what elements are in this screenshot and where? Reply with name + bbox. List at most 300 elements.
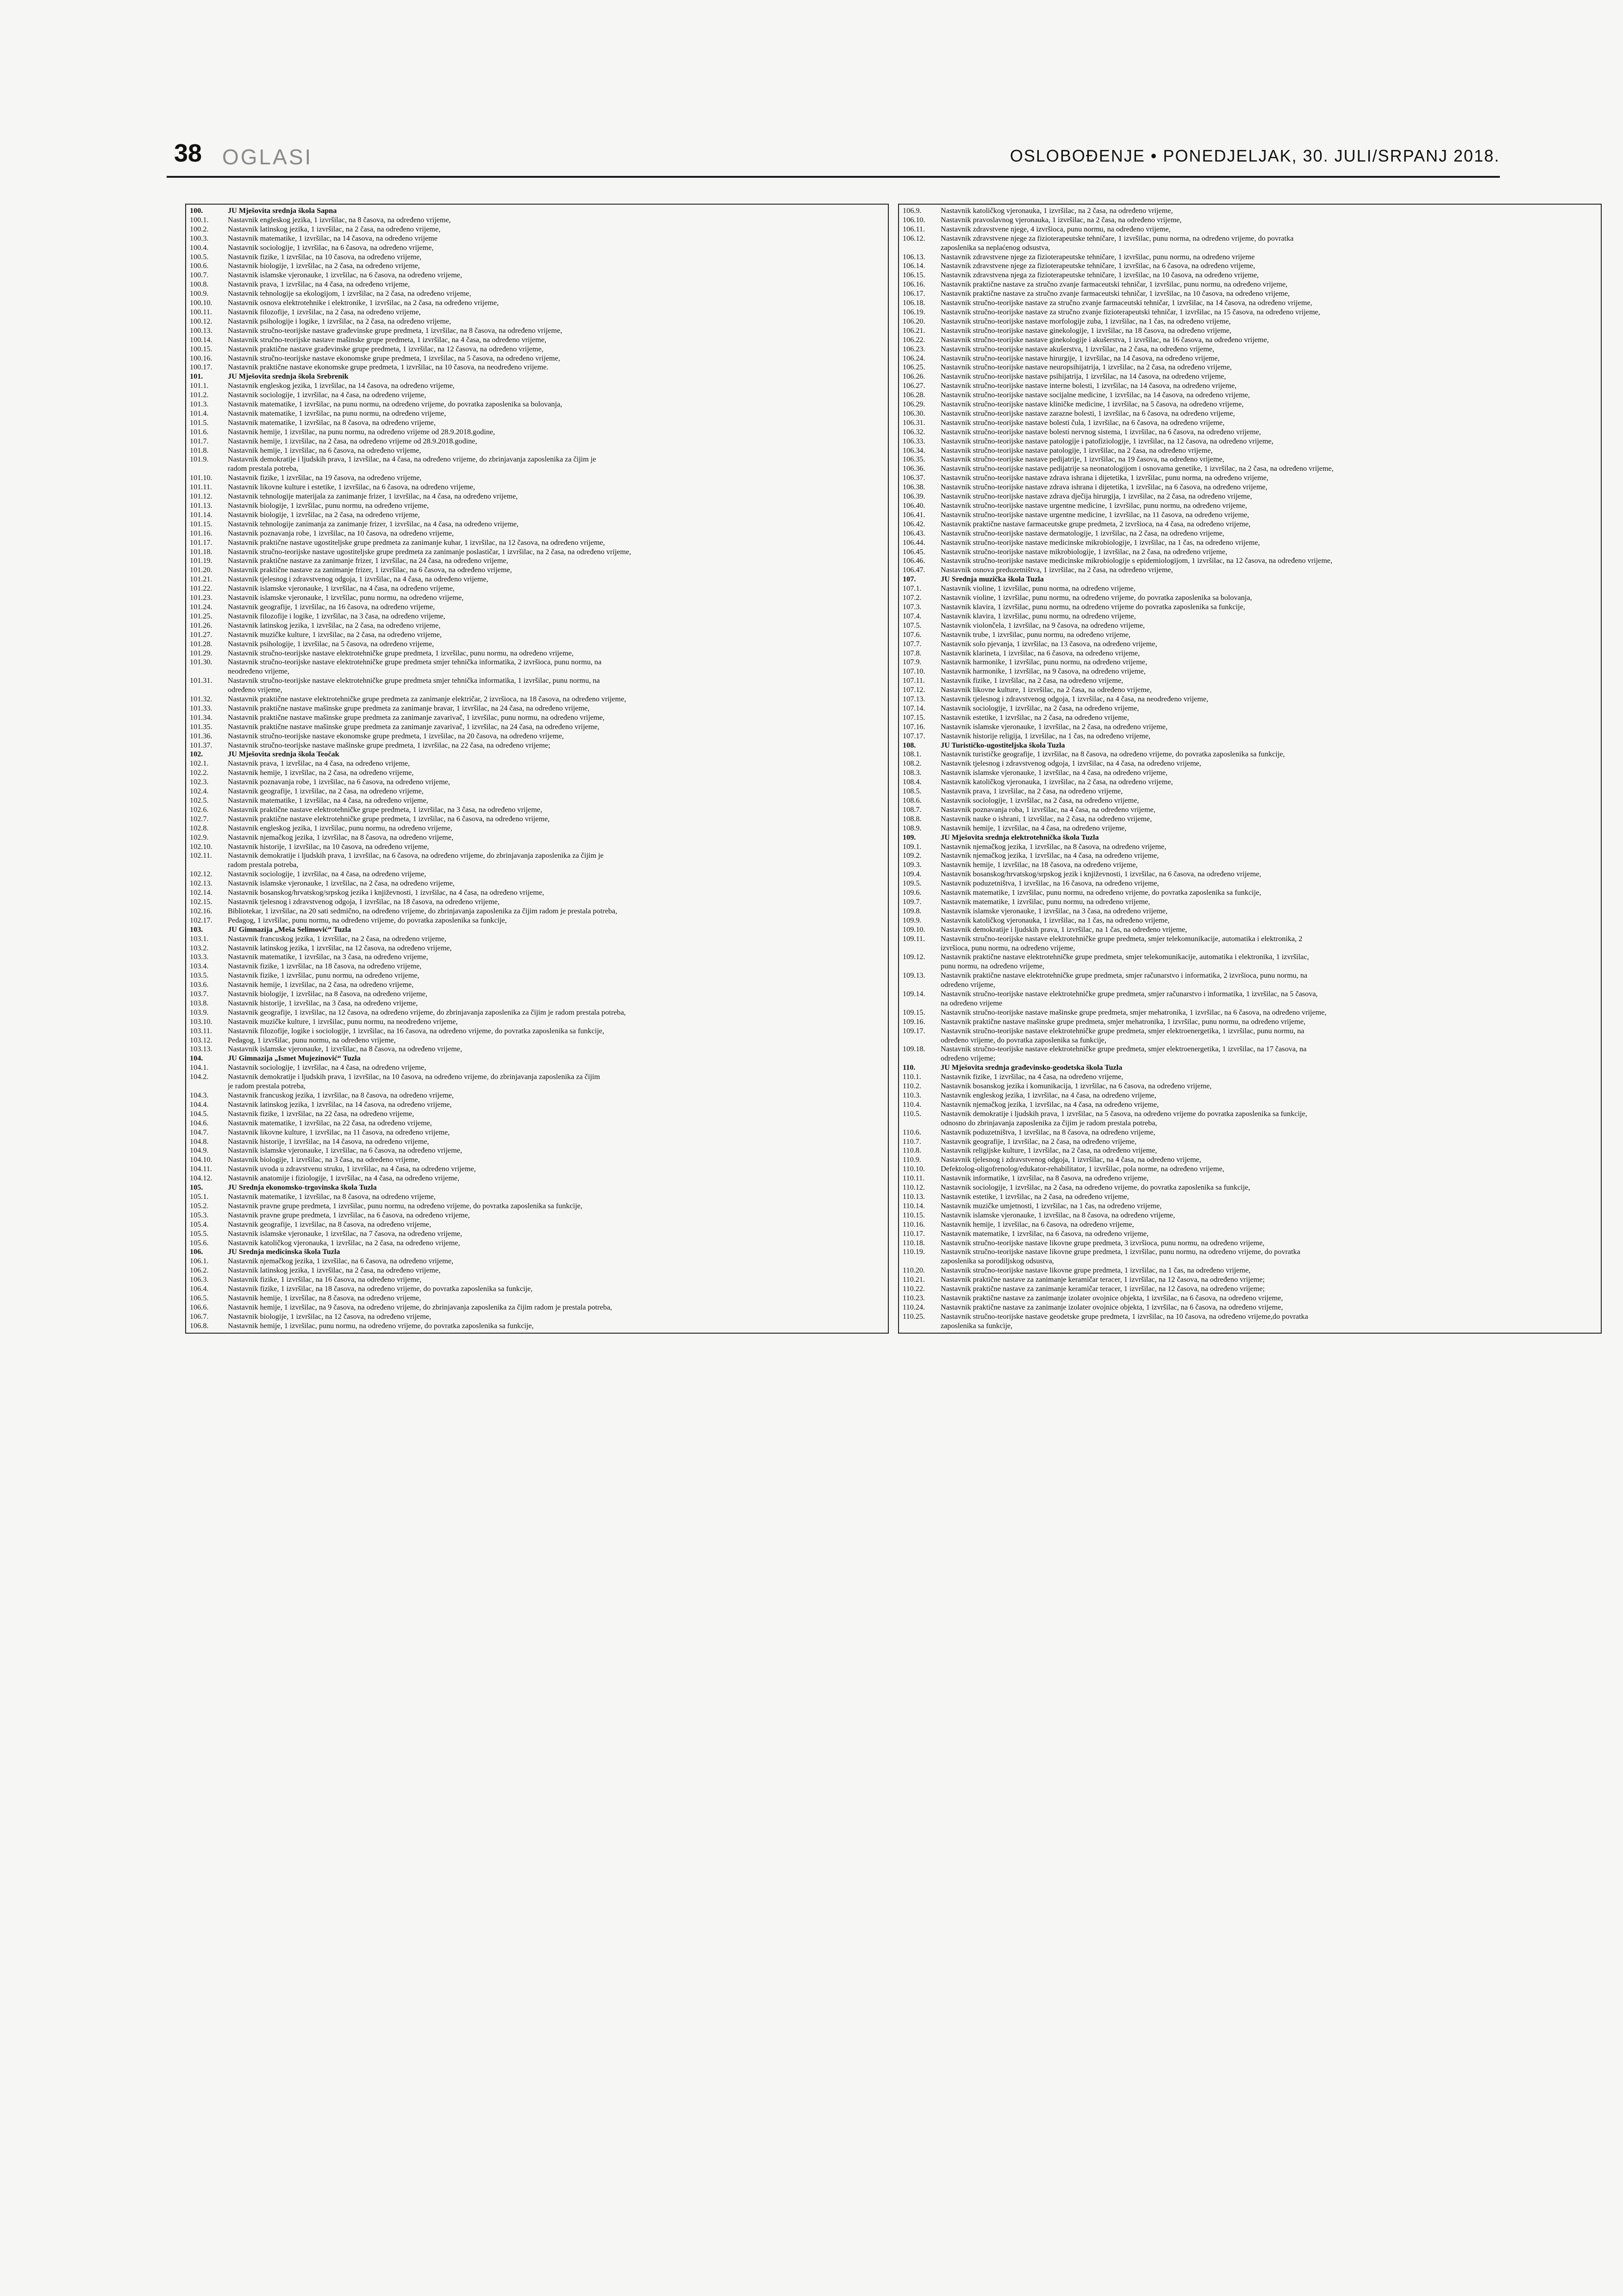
job-listing-row xyxy=(903,464,1597,474)
listing-text: zaposlenika sa neplaćenog odsustva, xyxy=(941,243,1050,252)
job-listing-row xyxy=(190,907,884,916)
listing-text: Nastavnik muzičke kulture, 1 izvršilac, na 2 časa, na određeno vrijeme, xyxy=(228,630,442,639)
job-listing-row xyxy=(190,280,884,289)
job-listing-row xyxy=(190,1192,884,1202)
job-listing-row xyxy=(190,299,884,308)
listing-text: Nastavnik matematike, 1 izvršilac, na 8 časova, na određeno vrijeme, xyxy=(228,1192,436,1201)
listing-text: Nastavnik pravoslavnog vjeronauka, 1 izvršilac, na 2 časa, na određeno vrijeme, xyxy=(941,215,1182,224)
listing-number: 104.7. xyxy=(190,1128,209,1136)
listing-number: 110.25. xyxy=(903,1312,925,1321)
listing-number: 109.6. xyxy=(903,888,922,897)
listing-text: Nastavnik stručno-teorijske nastave mašinske grupe predmeta, 1 izvršilac, na 22 časa, na određeno vrijeme; xyxy=(228,741,550,749)
job-listing-row xyxy=(903,1119,1597,1128)
listing-number: 101.6. xyxy=(190,427,209,436)
listing-text: Nastavnik sociologije, 1 izvršilac, na 2 časa, na određeno vrijeme, do povratka zaposlenika sa funkcije, xyxy=(941,1183,1250,1192)
job-listing-row xyxy=(190,584,884,593)
listing-number: 110.24. xyxy=(903,1303,925,1311)
listing-text: Nastavnik stručno-teorijske nastave bolesti čula, 1 izvršilac, na 6 časova, na određeno vrijeme, xyxy=(941,418,1225,427)
job-listing-row xyxy=(190,1155,884,1165)
job-listing-row xyxy=(190,741,884,750)
listing-text: Nastavnik tjelesnog i zdravstvenog odgoja, 1 izvršilac, na 4 časa, na određeno vrijeme, xyxy=(941,1155,1201,1164)
job-listing-row xyxy=(190,980,884,990)
listing-number: 106.25. xyxy=(903,363,925,372)
listing-number: 110.2. xyxy=(903,1082,921,1091)
listing-text: Nastavnik zdravstvena njega za fizioterapeutske tehničare, 1 izvršilac, na 10 časova, na određeno vrijeme, xyxy=(941,271,1259,280)
job-listing-row xyxy=(903,372,1597,381)
job-listing-row xyxy=(903,953,1597,962)
listing-number: 100.10. xyxy=(190,299,212,307)
job-listing-row xyxy=(903,1027,1597,1036)
listing-text: Nastavnik hemije, 1 izvršilac, na punu normu, na određeno vrijeme od 28.9.2018.godine, xyxy=(228,427,495,436)
listing-number: 106.40. xyxy=(903,501,925,510)
listing-number: 106.30. xyxy=(903,409,925,418)
listing-number: 107.13. xyxy=(903,695,925,704)
listing-text: Nastavnik islamske vjeronauke, 1 izvršilac, na 8 časova, na određeno vrijeme, xyxy=(941,1210,1175,1219)
listing-text: Nastavnik francuskog jezika, 1 izvršilac, na 2 časa, na određeno vrijeme, xyxy=(228,934,446,943)
listing-number: 108.5. xyxy=(903,787,922,796)
listing-number: 107.10. xyxy=(903,667,925,676)
listing-number: 102.2. xyxy=(190,768,209,777)
listing-text: Nastavnik stručno-teorijske nastave ekonomske grupe predmeta, 1 izvršilac, na 5 časova, na određeno vrijeme, xyxy=(228,354,560,362)
listing-text: JU Srednja medicinska škola Tuzla xyxy=(228,1248,340,1256)
listing-number xyxy=(903,1257,941,1266)
job-listing-row xyxy=(190,271,884,280)
listing-text: Nastavnik stručno-teorijske nastave ginekologije i akušerstva, 1 izvršilac, na 16 časova, na određeno vrijeme, xyxy=(941,335,1269,344)
listing-number: 101.1. xyxy=(190,381,209,390)
job-listing-row xyxy=(190,428,884,437)
listing-number: 106.45. xyxy=(903,547,925,556)
job-listing-row xyxy=(903,879,1597,888)
listing-number: 108.2. xyxy=(903,759,922,768)
listing-text: Nastavnik violine, 1 izvršilac, punu normu, na određeno vrijeme, do povratka zaposlenika sa bolovanja, xyxy=(941,593,1252,602)
listing-text: Nastavnik poduzetništva, 1 izvršilac, na 8 časova, na određeno vrijeme, xyxy=(941,1128,1155,1136)
listing-number: 106.13. xyxy=(903,252,925,261)
listing-text: Nastavnik violončela, 1 izvršilac, na 9 časova, na određeno vrijeme, xyxy=(941,621,1145,630)
job-listing-row xyxy=(903,1275,1597,1285)
listing-text: neodređeno vrijeme, xyxy=(228,667,290,676)
listing-number xyxy=(903,944,941,953)
job-listing-row xyxy=(190,1285,884,1294)
listing-text: radom prestala potreba, xyxy=(228,464,299,473)
job-listing-row xyxy=(903,704,1597,713)
job-listing-row xyxy=(190,308,884,317)
listing-number: 100.7. xyxy=(190,271,209,280)
listing-text: JU Gimnazija „Ismet Mujezinović“ Tuzla xyxy=(228,1054,361,1063)
listing-text: Nastavnik geografije, 1 izvršilac, na 12 časova, na određeno vrijeme, do zbrinjavanja zaposlenika za čijim je radom prestala potreba, xyxy=(228,1008,626,1017)
listing-text: Nastavnik zdravstvene njege za fizioterapeutske tehničare, 1 izvršilac, punu normu, na određeno vrijeme xyxy=(941,252,1255,261)
listing-number: 109.2. xyxy=(903,851,922,860)
job-listing-row xyxy=(903,308,1597,317)
job-listing-row xyxy=(903,723,1597,732)
listing-number: 101.13. xyxy=(190,501,212,510)
school-heading xyxy=(903,741,1597,750)
listing-number: 106.33. xyxy=(903,437,925,445)
job-listing-row xyxy=(903,962,1597,971)
listing-text: Nastavnik islamske vjeronauke, 1 izvršilac, na 6 časova, na određeno vrijeme, xyxy=(228,271,462,280)
listing-number: 106.12. xyxy=(903,234,925,243)
listing-number: 101.26. xyxy=(190,621,212,630)
job-listing-row xyxy=(903,271,1597,280)
listing-number xyxy=(190,1082,228,1091)
listing-number: 100.16. xyxy=(190,354,212,362)
listing-number: 100.12. xyxy=(190,317,212,325)
listing-text: JU Turističko-ugostiteljska škola Tuzla xyxy=(941,741,1065,749)
listing-text: Nastavnik katoličkog vjeronauka, 1 izvršilac, na 2 časa, na određeno vrijeme, xyxy=(228,1238,460,1247)
listing-text: Nastavnik islamske vjeronauke, 1 izvršilac, na 6 časova, na određeno vrijeme, xyxy=(228,1146,462,1155)
job-listing-row xyxy=(903,400,1597,409)
listing-text: Nastavnik pravne grupe predmeta, 1 izvršilac, punu normu, na određeno vrijeme, do povratka zaposlenika sa funkcije, xyxy=(228,1201,582,1210)
job-listing-row xyxy=(190,1045,884,1054)
job-listing-row xyxy=(190,253,884,262)
job-listing-row xyxy=(190,898,884,907)
listing-number: 107.6. xyxy=(903,630,922,639)
job-listing-row xyxy=(903,1229,1597,1239)
job-listing-row xyxy=(190,363,884,372)
job-listing-row xyxy=(190,888,884,898)
school-heading xyxy=(190,372,884,381)
job-listing-row xyxy=(190,492,884,501)
listing-text: Nastavnik stručno-teorijske nastave akušerstva, 1 izvršilac, na 2 časa, na određeno vrijeme, xyxy=(941,344,1215,353)
listing-text: Nastavnik praktične nastave elektrotehničke grupe predmeta, smjer telekomunikacije, automatika i elektronika, 1 izvršilac, xyxy=(941,953,1309,961)
listing-text: Nastavnik harmonike, 1 izvršilac, punu normu, na određeno vrijeme, xyxy=(941,658,1147,667)
job-listing-row xyxy=(903,299,1597,308)
listing-text: Nastavnik islamske vjeronauke, 1 izvršilac, na 3 časa, na određeno vrijeme, xyxy=(941,906,1167,915)
job-listing-row xyxy=(190,474,884,483)
job-listing-row xyxy=(190,1322,884,1331)
listing-number: 103.4. xyxy=(190,962,209,971)
listing-text: JU Mješovita srednja škola Teočak xyxy=(228,750,339,759)
listing-number: 100.17. xyxy=(190,363,212,372)
listing-number: 101. xyxy=(190,372,203,381)
listing-text: Nastavnik fizike, 1 izvršilac, na 22 časa, na određeno vrijeme, xyxy=(228,1109,414,1118)
listing-number: 103.6. xyxy=(190,980,209,989)
job-listing-row xyxy=(903,243,1597,253)
listing-text: Nastavnik stručno-teorijske nastave zarazne bolesti, 1 izvršilac, na 6 časova, na određeno vrijeme, xyxy=(941,409,1235,418)
job-listing-row xyxy=(903,1211,1597,1220)
job-listing-row xyxy=(903,667,1597,676)
listing-number: 108.9. xyxy=(903,824,922,832)
listing-number: 100.15. xyxy=(190,344,212,353)
job-listing-row xyxy=(190,861,884,870)
listing-text: Nastavnik bosanskog/hrvatskog/srpskog jezika i književnosti, 1 izvršilac, na 4 časa, na određeno vrijeme, xyxy=(228,888,544,897)
listing-number: 101.7. xyxy=(190,437,209,445)
listing-text: Nastavnik stručno-teorijske nastave psihijatrija, 1 izvršilac, na 14 časova, na određeno vrijeme, xyxy=(941,372,1226,381)
listing-text: Nastavnik stručno-teorijske nastave elektrotehničke grupe predmeta, smjer elektroenergetika, 1 izvršilac, punu normu, na xyxy=(941,1026,1305,1035)
listing-text: Nastavnik praktične nastave za zanimanje izolater ovojnice objekta, 1 izvršilac, na 6 časova, na određeno vrijeme, xyxy=(941,1293,1283,1302)
listing-number: 101.19. xyxy=(190,556,212,565)
listing-text: Nastavnik stručno-teorijske nastave medicinske mikrobiologije s epidemiologijom, 1 izvršilac, na 12 časova, na određeno vrijeme, xyxy=(941,556,1333,565)
job-listing-row xyxy=(190,1128,884,1137)
listing-text: Nastavnik stručno-teorijske nastave medicinske mikrobiologije, 1 izvršilac, na 1 čas, na određeno vrijeme, xyxy=(941,538,1260,547)
listing-number: 104.3. xyxy=(190,1091,209,1099)
job-listing-row xyxy=(190,326,884,336)
listing-text: Nastavnik praktične nastave ekonomske grupe predmeta, 1 izvršilac, na 10 časova, na neodređeno vrijeme. xyxy=(228,363,549,372)
job-listing-row xyxy=(190,1266,884,1275)
job-listing-row xyxy=(903,253,1597,262)
listing-number: 101.10. xyxy=(190,474,212,482)
listing-number: 106.24. xyxy=(903,354,925,362)
job-listing-row xyxy=(903,603,1597,612)
listing-number: 110.10. xyxy=(903,1165,925,1173)
listing-number: 105.4. xyxy=(190,1220,209,1229)
listing-text: Nastavnik tjelesnog i zdravstvenog odgoja, 1 izvršilac, na 18 časova, na određeno vrijeme, xyxy=(228,897,500,906)
listing-text: Nastavnik njemačkog jezika, 1 izvršilac, na 6 časova, na određeno vrijeme, xyxy=(228,1257,454,1266)
listing-text: Nastavnik sociologije, 1 izvršilac, na 6 časova, na određeno vrijeme, xyxy=(228,243,434,252)
job-listing-row xyxy=(903,944,1597,953)
listing-number: 101.15. xyxy=(190,519,212,528)
job-listing-row xyxy=(190,990,884,999)
job-listing-row xyxy=(903,428,1597,437)
listing-number: 109.11. xyxy=(903,934,925,943)
listing-text: Nastavnik njemačkog jezika, 1 izvršilac, na 4 časa, na određeno vrijeme, xyxy=(941,851,1159,860)
job-listing-row xyxy=(903,1174,1597,1183)
job-listing-row xyxy=(903,262,1597,271)
listing-text: Nastavnik biologije, 1 izvršilac, punu normu, na određeno vrijeme, xyxy=(228,501,429,510)
listing-number: 107.14. xyxy=(903,704,925,712)
school-heading xyxy=(903,575,1597,584)
listing-number: 110.7. xyxy=(903,1137,921,1146)
listing-number: 101.4. xyxy=(190,409,209,418)
job-listing-row xyxy=(190,944,884,953)
listing-text: Nastavnik katoličkog vjeronauka, 1 izvršilac, na 2 časa, na određeno vrijeme, xyxy=(941,778,1173,786)
listing-text: Nastavnik praktične nastave za zanimanje keramičar teracer, 1 izvršilac, na 12 časova, na određeno vrijeme; xyxy=(941,1275,1265,1284)
listing-text: Nastavnik matematike, 1 izvršilac, punu normu, na određeno vrijeme, do povratka zaposlenika sa funkcije, xyxy=(941,888,1261,897)
listing-text: Bibliotekar, 1 izvršilac, na 20 sati sedmično, na određeno vrijeme, do zbrinjavanja zaposlenika za čijim radom je prestala potreba, xyxy=(228,906,618,915)
listing-text: određeno vrijeme; xyxy=(941,1054,996,1063)
school-heading xyxy=(190,925,884,935)
listing-number: 109.17. xyxy=(903,1026,925,1035)
job-listing-row xyxy=(903,870,1597,879)
listing-text: Nastavnik praktične nastave elektrotehničke grupe predmeta za zanimanje električar, 2 izvršioca, na 18 časova, na određeno vrijeme, xyxy=(228,695,626,704)
job-listing-row xyxy=(903,999,1597,1008)
dateline: OSLOBOĐENJE • PONEDJELJAK, 30. JULI/SRPANJ 2018. xyxy=(1010,146,1500,165)
job-listing-row xyxy=(190,556,884,566)
job-listing-row xyxy=(190,1202,884,1211)
listing-text: Nastavnik islamske vjeronauke, 1 izvršilac, na 8 časova, na određeno vrijeme, xyxy=(228,1045,462,1054)
listing-number: 101.24. xyxy=(190,602,212,611)
job-listing-row xyxy=(903,898,1597,907)
listing-number: 106.36. xyxy=(903,464,925,473)
listing-text: Nastavnik stručno-teorijske nastave morfologije zuba, 1 izvršilac, na 1 čas, na određeno vrijeme, xyxy=(941,317,1231,325)
listing-text: Nastavnik stručno-teorijske nastave socijalne medicine, 1 izvršilac, na 14 časova, na određeno vrijeme, xyxy=(941,391,1250,399)
listing-text: Nastavnik praktične nastave za stručno zvanje farmaceutski tehničar, 1 izvršilac, punu normu, na određeno vrijeme, xyxy=(941,280,1288,289)
listing-text: Nastavnik praktične nastave ugostiteljske grupe predmeta za zanimanje kuhar, 1 izvršilac, na 12 časova, na određeno vrijeme, xyxy=(228,538,605,547)
job-listing-row xyxy=(903,630,1597,640)
job-listing-row xyxy=(903,437,1597,446)
listing-text: JU Mješovita srednja škola Srebrenik xyxy=(228,372,349,381)
listing-text: Nastavnik stručno-teorijske nastave hirurgije, 1 izvršilac, na 14 časova, na određeno vrijeme, xyxy=(941,354,1220,362)
job-listing-row xyxy=(903,409,1597,418)
job-listing-row xyxy=(190,446,884,455)
page-number: 38 xyxy=(174,139,202,167)
listing-number: 107.8. xyxy=(903,649,922,657)
listing-number: 101.18. xyxy=(190,547,212,556)
listing-number: 109.9. xyxy=(903,916,922,924)
listing-text: Nastavnik tjelesnog i zdravstvenog odgoja, 1 izvršilac, na 4 časa, na neodređeno vrijeme, xyxy=(941,695,1209,704)
job-listing-row xyxy=(190,787,884,796)
listing-text: Nastavnik stručno-teorijske nastave građevinske grupe predmeta, 1 izvršilac, na 8 časova, na određeno vrijeme, xyxy=(228,326,562,335)
listing-column-left xyxy=(185,204,889,1334)
listing-text: Nastavnik stručno-teorijske nastave mikrobiologije, 1 izvršilac, na 2 časa, na određeno vrijeme, xyxy=(941,547,1227,556)
job-listing-row xyxy=(190,935,884,944)
job-listing-row xyxy=(903,206,1597,216)
listing-number: 101.9. xyxy=(190,455,209,464)
job-listing-row xyxy=(903,805,1597,815)
listing-text: Nastavnik poznavanja roba, 1 izvršilac, na 4 časa, na određeno vrijeme, xyxy=(941,805,1155,814)
listing-text: Nastavnik fizike, 1 izvršilac, na 10 časova, na određeno vrijeme, xyxy=(228,252,422,261)
listing-number: 110.1. xyxy=(903,1073,921,1081)
job-listing-row xyxy=(190,612,884,621)
job-listing-row xyxy=(903,1303,1597,1312)
job-listing-row xyxy=(190,1073,884,1082)
listing-text: Nastavnik stručno-teorijske nastave urgentne medicine, 1 izvršilac, na 11 časova, na određeno vrijeme, xyxy=(941,510,1249,519)
listing-number: 106.34. xyxy=(903,446,925,455)
listing-number: 100.4. xyxy=(190,243,209,252)
listing-text: Nastavnik matematike, 1 izvršilac, na 22 časa, na određeno vrijeme, xyxy=(228,1118,432,1127)
listing-text: Nastavnik stručno-teorijske nastave za stručno zvanje farmaceutski tehničar, 1 izvršilac, na 14 časova, na određeno vrijeme, xyxy=(941,299,1312,307)
job-listing-row xyxy=(903,216,1597,225)
listing-number: 107.16. xyxy=(903,722,925,731)
listing-number: 110.22. xyxy=(903,1285,925,1293)
job-listing-row xyxy=(903,345,1597,354)
listing-text: Nastavnik demokratije i ljudskih prava, 1 izvršilac, na 4 časa, na određeno vrijeme, do zbrinjavanja zaposlenika za čijim je xyxy=(228,455,596,464)
job-listing-row xyxy=(903,888,1597,898)
listing-number: 100.3. xyxy=(190,234,209,243)
listing-number: 101.33. xyxy=(190,704,212,712)
listing-text: Nastavnik hemije, 1 izvršilac, na 6 časova, na određeno vrijeme, xyxy=(228,446,421,455)
listing-text: Nastavnik latinskog jezika, 1 izvršilac, na 2 časa, na određeno vrijeme, xyxy=(228,621,441,630)
listing-number: 100.5. xyxy=(190,252,209,261)
listing-text: Nastavnik tjelesnog i zdravstvenog odgoja, 1 izvršilac, na 4 časa, na određeno vrijeme, xyxy=(941,759,1201,768)
listing-text: Nastavnik stručno-teorijske nastave mašinske grupe predmeta, 1 izvršilac, na 4 časa, na određeno vrijeme, xyxy=(228,335,547,344)
job-listing-row xyxy=(190,1100,884,1110)
listing-number: 101.29. xyxy=(190,649,212,657)
listing-text: Nastavnik stručno-teorijske nastave pedijatrije, 1 izvršilac, na 19 časova, na određeno vrijeme, xyxy=(941,455,1224,464)
listing-number: 104.6. xyxy=(190,1118,209,1127)
listing-text: Nastavnik estetike, 1 izvršilac, na 2 časa, na određeno vrijeme, xyxy=(941,1192,1129,1201)
job-listing-row xyxy=(903,1054,1597,1063)
listing-text: Nastavnik stručno-teorijske nastave geodetske grupe predmeta, 1 izvršilac, na 10 časova, na određeno vrijeme,do povratka xyxy=(941,1312,1308,1321)
listing-text: Nastavnik matematike, 1 izvršilac, na punu normu, na određeno vrijeme, do povratka zaposlenika sa bolovanja, xyxy=(228,400,562,409)
listing-number xyxy=(903,980,941,990)
listing-number: 103. xyxy=(190,925,203,934)
listing-number xyxy=(190,667,228,676)
listing-number: 109.5. xyxy=(903,879,922,888)
listing-text: Nastavnik praktične nastave građevinske grupe predmeta, 1 izvršilac, na 12 časova, na određeno vrijeme, xyxy=(228,344,543,353)
job-listing-row xyxy=(190,483,884,492)
listing-text: Nastavnik tjelesnog i zdravstvenog odgoja, 1 izvršilac, na 4 časa, na određeno vrijeme, xyxy=(228,575,488,584)
job-listing-row xyxy=(903,713,1597,723)
job-listing-row xyxy=(190,695,884,704)
listing-text: Nastavnik demokratije i ljudskih prava, 1 izvršilac, na 10 časova, na određeno vrijeme, do zbrinjavanja zaposlenika za čijim xyxy=(228,1073,600,1081)
job-listing-row xyxy=(190,805,884,815)
job-listing-row xyxy=(190,851,884,861)
job-listing-row xyxy=(190,815,884,824)
listing-text: Nastavnik turističke geografije, 1 izvršilac, na 8 časova, na određeno vrijeme, do povratka zaposlenika sa funkcije, xyxy=(941,750,1285,759)
listing-number: 107.4. xyxy=(903,611,922,620)
listing-text: Nastavnik biologije, 1 izvršilac, na 8 časova, na određeno vrijeme, xyxy=(228,990,428,998)
job-listing-row xyxy=(903,1294,1597,1303)
job-listing-row xyxy=(190,575,884,584)
job-listing-row xyxy=(903,1100,1597,1110)
job-listing-row xyxy=(190,1174,884,1183)
job-listing-row xyxy=(190,658,884,667)
listing-number: 101.12. xyxy=(190,492,212,501)
job-listing-row xyxy=(903,676,1597,686)
listing-text: punu normu, na određeno vrijeme, xyxy=(941,962,1044,971)
listing-number: 109.7. xyxy=(903,897,922,906)
listing-number: 108.4. xyxy=(903,778,922,786)
listing-text: Nastavnik stručno-teorijske nastave ginekologije, 1 izvršilac, na 18 časova, na određeno vrijeme, xyxy=(941,326,1231,335)
job-listing-row xyxy=(903,1165,1597,1174)
listing-text: Nastavnik likovne kulture, 1 izvršilac, na 11 časova, na određeno vrijeme, xyxy=(228,1128,450,1136)
job-listing-row xyxy=(903,566,1597,575)
listing-text: Nastavnik uvoda u zdravstvenu struku, 1 izvršilac, na 4 časa, na određeno vrijeme, xyxy=(228,1165,476,1173)
listing-number: 102.11. xyxy=(190,851,212,860)
listing-number: 102.17. xyxy=(190,916,212,924)
job-listing-row xyxy=(190,234,884,243)
listing-text: Nastavnik fizike, 1 izvršilac, na 18 časova, na određeno vrijeme, do povratka zaposlenika sa funkcije, xyxy=(228,1285,533,1293)
job-listing-row xyxy=(190,437,884,446)
listing-number: 106.26. xyxy=(903,372,925,381)
listing-number: 107.2. xyxy=(903,593,922,602)
listing-number: 105. xyxy=(190,1183,203,1192)
listing-text: Nastavnik praktične nastave elektrotehničke grupe predmeta, smjer računarstvo i informatika, 2 izvršioca, punu normu, na xyxy=(941,971,1308,980)
listing-text: Nastavnik estetike, 1 izvršilac, na 2 časa, na određeno vrijeme, xyxy=(941,713,1129,722)
job-listing-row xyxy=(190,833,884,842)
listing-number: 103.8. xyxy=(190,998,209,1007)
listing-number: 106.47. xyxy=(903,566,925,574)
listing-text: Nastavnik sociologije, 1 izvršilac, na 4 časa, na određeno vrijeme, xyxy=(228,870,426,879)
listing-text: Nastavnik stručno-teorijske nastave zdrava ishrana i dijetetika, 1 izvršilac, na 6 časova, na određeno vrijeme, xyxy=(941,483,1267,492)
job-listing-row xyxy=(903,520,1597,529)
listing-text: Nastavnik historije, 1 izvršilac, na 10 časova, na određeno vrijeme, xyxy=(228,842,429,851)
job-listing-row xyxy=(903,354,1597,363)
job-listing-row xyxy=(903,925,1597,935)
job-listing-row xyxy=(190,768,884,778)
job-listing-row xyxy=(190,971,884,980)
listing-number: 102.6. xyxy=(190,805,209,814)
listing-number: 107.11. xyxy=(903,676,925,685)
job-listing-row xyxy=(903,796,1597,805)
listing-text: Nastavnik demokratije i ljudskih prava, 1 izvršilac, na 1 čas, na određeno vrijeme, xyxy=(941,925,1187,934)
listing-number: 103.3. xyxy=(190,953,209,961)
listing-number: 101.32. xyxy=(190,695,212,704)
listing-number: 110.20. xyxy=(903,1266,925,1275)
listing-text: Nastavnik stručno-teorijske nastave likovne grupe predmeta, 3 izvršioca, punu normu, na određeno vrijeme, xyxy=(941,1238,1265,1247)
job-listing-row xyxy=(903,778,1597,787)
listing-number: 106.15. xyxy=(903,271,925,280)
listing-text: Nastavnik stručno-teorijske nastave elektrotehničke grupe predmeta, 1 izvršilac, punu normu, na određeno vrijeme, xyxy=(228,649,574,657)
job-listing-row xyxy=(190,1146,884,1155)
listing-number: 110.19. xyxy=(903,1248,925,1256)
listing-number: 106.32. xyxy=(903,427,925,436)
listing-text: Nastavnik prava, 1 izvršilac, na 2 časa, na određeno vrijeme, xyxy=(941,787,1123,796)
listing-text: JU Mješovita srednja škola Sapna xyxy=(228,206,337,215)
listing-text: Nastavnik osnova preduzetništva, 1 izvršilac, na 2 časa, na određeno vrijeme, xyxy=(941,566,1173,574)
listing-text: Nastavnik hemije, 1 izvršilac, na 2 časa, na određeno vrijeme, xyxy=(228,980,414,989)
listing-text: Nastavnik stručno-teorijske nastave likovne grupe predmeta, 1 izvršilac, punu normu, na određeno vrijeme, do povratka xyxy=(941,1248,1300,1256)
listing-number: 101.22. xyxy=(190,584,212,593)
listing-number: 100.11. xyxy=(190,307,212,316)
job-listing-row xyxy=(190,400,884,409)
listing-number: 107.12. xyxy=(903,686,925,694)
job-listing-row xyxy=(190,538,884,548)
listing-number: 106.14. xyxy=(903,262,925,270)
listing-text: Nastavnik islamske vjeronauke, 1 izvršilac, na 7 časova, na određeno vrijeme, xyxy=(228,1229,462,1238)
listing-number: 109.13. xyxy=(903,971,925,980)
listing-text: određeno vrijeme, xyxy=(941,980,995,989)
